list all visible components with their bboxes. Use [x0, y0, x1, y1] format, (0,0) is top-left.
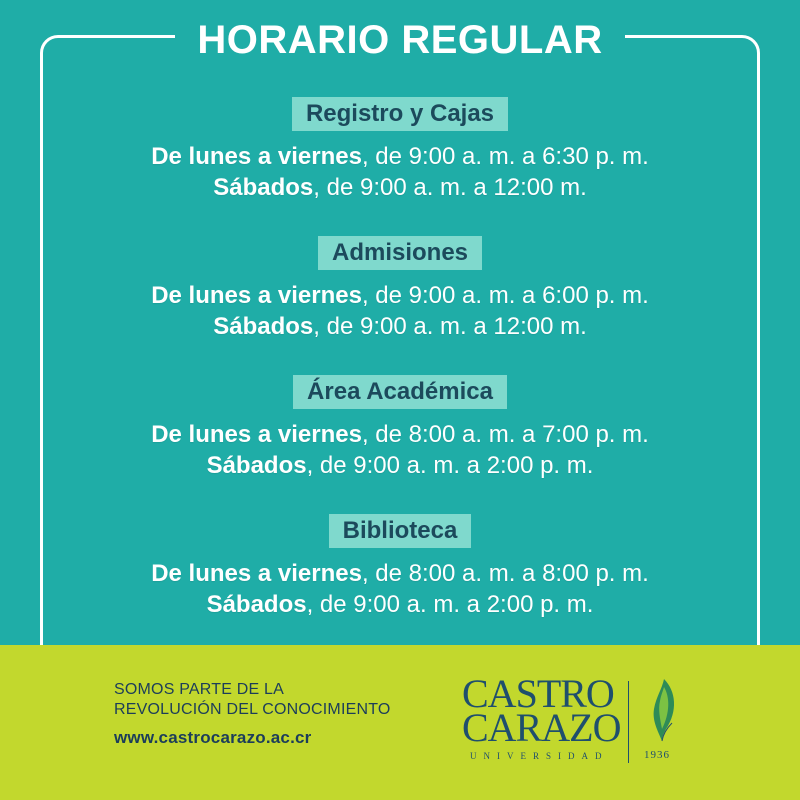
- saturday-hours: , de 9:00 a. m. a 2:00 p. m.: [306, 452, 594, 479]
- saturday-label: Sábados: [206, 591, 307, 618]
- section-badge: Registro y Cajas: [292, 97, 508, 131]
- section-lines: [40, 280, 760, 342]
- saturday-label: Sábados: [206, 452, 307, 479]
- logo-line-1: CASTRO: [462, 671, 614, 716]
- weekday-label: De lunes a viernes: [151, 421, 362, 448]
- saturday-line: [40, 589, 760, 620]
- website-link[interactable]: www.castrocarazo.ac.cr: [114, 728, 312, 747]
- saturday-label: Sábados: [213, 174, 314, 201]
- title-wrap: [0, 14, 800, 66]
- section-biblioteca: [40, 514, 760, 653]
- weekday-line: [40, 141, 760, 172]
- weekday-label: De lunes a viernes: [151, 560, 362, 587]
- weekday-label: De lunes a viernes: [151, 282, 362, 309]
- section-lines: [40, 419, 760, 481]
- footer-band: [0, 645, 800, 800]
- weekday-line: [40, 558, 760, 589]
- slogan-line-1: SOMOS PARTE DE LA: [114, 681, 284, 698]
- weekday-hours: , de 9:00 a. m. a 6:30 p. m.: [361, 143, 649, 170]
- saturday-hours: , de 9:00 a. m. a 2:00 p. m.: [306, 591, 594, 618]
- page-title: HORARIO REGULAR: [175, 14, 624, 66]
- logo-year: 1936: [644, 749, 670, 761]
- section-badge: Área Académica: [293, 375, 507, 409]
- saturday-hours: , de 9:00 a. m. a 12:00 m.: [313, 174, 587, 201]
- section-area-academica: [40, 375, 760, 514]
- weekday-hours: , de 8:00 a. m. a 7:00 p. m.: [361, 421, 649, 448]
- weekday-hours: , de 9:00 a. m. a 6:00 p. m.: [361, 282, 649, 309]
- university-logo: [462, 671, 702, 772]
- schedule-sections: [40, 97, 760, 653]
- section-badge: Biblioteca: [329, 514, 472, 548]
- section-badge: Admisiones: [318, 236, 482, 270]
- section-lines: [40, 141, 760, 203]
- weekday-line: [40, 419, 760, 450]
- flame-leaf-icon: [642, 677, 682, 747]
- weekday-line: [40, 280, 760, 311]
- saturday-label: Sábados: [213, 313, 314, 340]
- saturday-hours: , de 9:00 a. m. a 12:00 m.: [313, 313, 587, 340]
- saturday-line: [40, 311, 760, 342]
- weekday-hours: , de 8:00 a. m. a 8:00 p. m.: [361, 560, 649, 587]
- weekday-label: De lunes a viernes: [151, 143, 362, 170]
- section-admisiones: [40, 236, 760, 375]
- logo-subtitle: UNIVERSIDAD: [470, 751, 609, 761]
- slogan: [114, 680, 391, 748]
- section-registro: [40, 97, 760, 236]
- logo-line-2: CARAZO: [462, 705, 621, 750]
- saturday-line: [40, 450, 760, 481]
- section-lines: [40, 558, 760, 620]
- logo-wordmark: [462, 671, 621, 750]
- saturday-line: [40, 172, 760, 203]
- slogan-line-2: REVOLUCIÓN DEL CONOCIMIENTO: [114, 701, 391, 718]
- logo-divider: [628, 681, 629, 763]
